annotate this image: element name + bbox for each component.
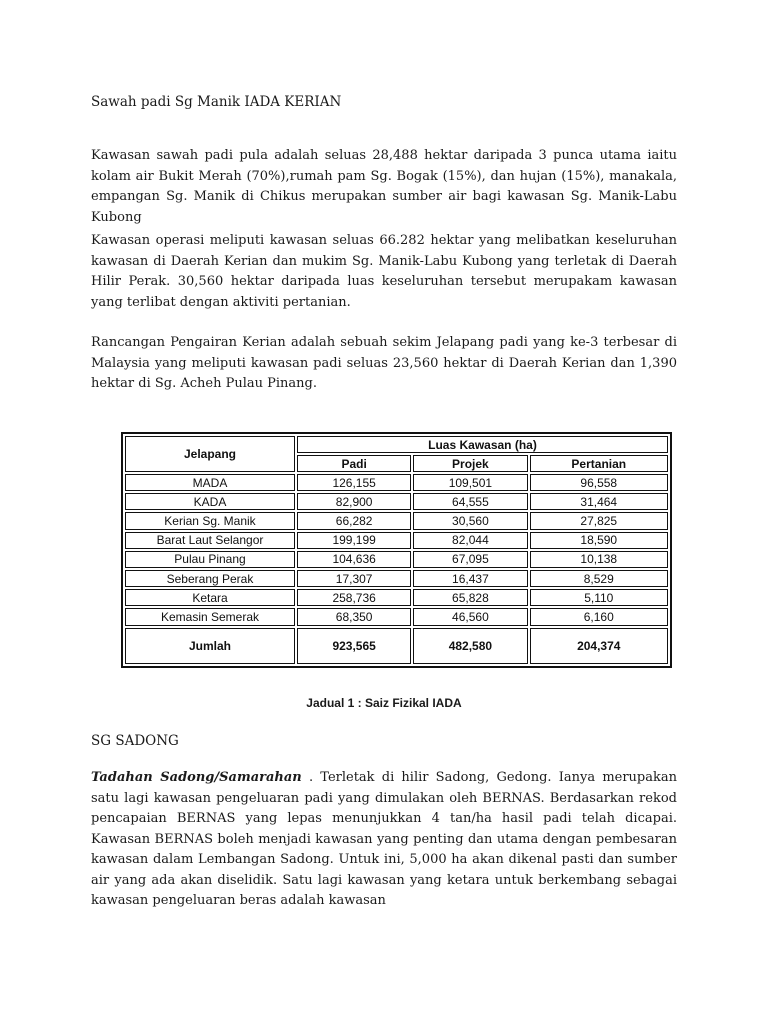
document-title: Sawah padi Sg Manik IADA KERIAN xyxy=(91,94,342,110)
value-cell: 16,437 xyxy=(413,570,527,587)
total-value-cell: 923,565 xyxy=(297,628,411,665)
row-name-cell: KADA xyxy=(125,493,295,510)
row-header-jelapang: Jelapang xyxy=(125,436,295,472)
value-cell: 66,282 xyxy=(297,512,411,529)
value-cell: 18,590 xyxy=(530,532,668,549)
value-cell: 67,095 xyxy=(413,551,527,568)
value-cell: 6,160 xyxy=(530,608,668,625)
row-name-cell: Seberang Perak xyxy=(125,570,295,587)
table-total-row xyxy=(125,628,668,665)
row-name-cell: Pulau Pinang xyxy=(125,551,295,568)
value-cell: 68,350 xyxy=(297,608,411,625)
table-row xyxy=(125,512,668,529)
value-cell: 5,110 xyxy=(530,589,668,606)
value-cell: 258,736 xyxy=(297,589,411,606)
value-cell: 104,636 xyxy=(297,551,411,568)
value-cell: 10,138 xyxy=(530,551,668,568)
value-cell: 64,555 xyxy=(413,493,527,510)
value-cell: 65,828 xyxy=(413,589,527,606)
value-cell: 82,900 xyxy=(297,493,411,510)
value-cell: 46,560 xyxy=(413,608,527,625)
value-cell: 8,529 xyxy=(530,570,668,587)
row-name-cell: MADA xyxy=(125,474,295,491)
table-row xyxy=(125,570,668,587)
value-cell: 109,501 xyxy=(413,474,527,491)
paragraph-operation-area: Kawasan operasi meliputi kawasan seluas 66.282 hektar yang melibatkan keseluruhan kawasan di Daerah Kerian dan mukim Sg. Manik-Labu Kubong yang terletak di Daerah Hilir Perak. 30,560 hektar daripada luas keseluruhan tersebut merupakam kawasan yang terlibat dengan aktiviti pertanian. xyxy=(91,233,677,310)
column-header: Pertanian xyxy=(530,455,668,472)
value-cell: 30,560 xyxy=(413,512,527,529)
table-row xyxy=(125,589,668,606)
paragraph-kerian-scheme: Rancangan Pengairan Kerian adalah sebuah sekim Jelapang padi yang ke-3 terbesar di Malaysia yang meliputi kawasan padi seluas 23,560 hektar di Daerah Kerian dan 1,390 hektar di Sg. Acheh Pulau Pinang. xyxy=(91,335,677,391)
row-name-cell: Barat Laut Selangor xyxy=(125,532,295,549)
paragraph-lead: Tadahan Sadong/Samarahan xyxy=(91,770,302,785)
header-group-luas-kawasan: Luas Kawasan (ha) xyxy=(297,436,668,453)
total-label-cell: Jumlah xyxy=(125,628,295,665)
value-cell: 31,464 xyxy=(530,493,668,510)
total-value-cell: 204,374 xyxy=(530,628,668,665)
section-title: SG SADONG xyxy=(91,733,179,749)
table-row xyxy=(125,608,668,625)
row-name-cell: Kemasin Semerak xyxy=(125,608,295,625)
paragraph-water-sources: Kawasan sawah padi pula adalah seluas 28,488 hektar daripada 3 punca utama iaitu kolam air Bukit Merah (70%),rumah pam Sg. Bogak (15%), dan hujan (15%), manakala, empangan Sg. Manik di Chikus merupakan sumber air bagi kawasan Sg. Manik-Labu Kubong xyxy=(91,148,677,225)
paragraph-sadong xyxy=(91,768,677,912)
iada-table-wrapper xyxy=(121,432,672,668)
value-cell: 96,558 xyxy=(530,474,668,491)
column-header: Padi xyxy=(297,455,411,472)
table-row xyxy=(125,493,668,510)
table-caption: Jadual 1 : Saiz Fizikal IADA xyxy=(306,696,462,710)
table-row xyxy=(125,551,668,568)
table-row xyxy=(125,474,668,491)
iada-size-table xyxy=(121,432,672,668)
value-cell: 199,199 xyxy=(297,532,411,549)
column-header: Projek xyxy=(413,455,527,472)
value-cell: 126,155 xyxy=(297,474,411,491)
row-name-cell: Kerian Sg. Manik xyxy=(125,512,295,529)
value-cell: 27,825 xyxy=(530,512,668,529)
value-cell: 82,044 xyxy=(413,532,527,549)
paragraph-text: . Terletak di hilir Sadong, Gedong. Ianya merupakan satu lagi kawasan pengeluaran padi yang dimulakan oleh BERNAS. Berdasarkan rekod pencapaian BERNAS yang lepas menunjukkan 4 tan/ha hasil padi telah dicapai. Kawasan BERNAS boleh menjadi kawasan yang penting dan utama dengan pembesaran kawasan dalam Lembangan Sadong. Untuk ini, 5,000 ha akan dikenal pasti dan sumber air yang ada akan diselidik. Satu lagi kawasan yang ketara untuk berkembang sebagai kawasan pengeluaran beras adalah kawasan xyxy=(91,770,677,908)
total-value-cell: 482,580 xyxy=(413,628,527,665)
row-name-cell: Ketara xyxy=(125,589,295,606)
table-row xyxy=(125,532,668,549)
value-cell: 17,307 xyxy=(297,570,411,587)
